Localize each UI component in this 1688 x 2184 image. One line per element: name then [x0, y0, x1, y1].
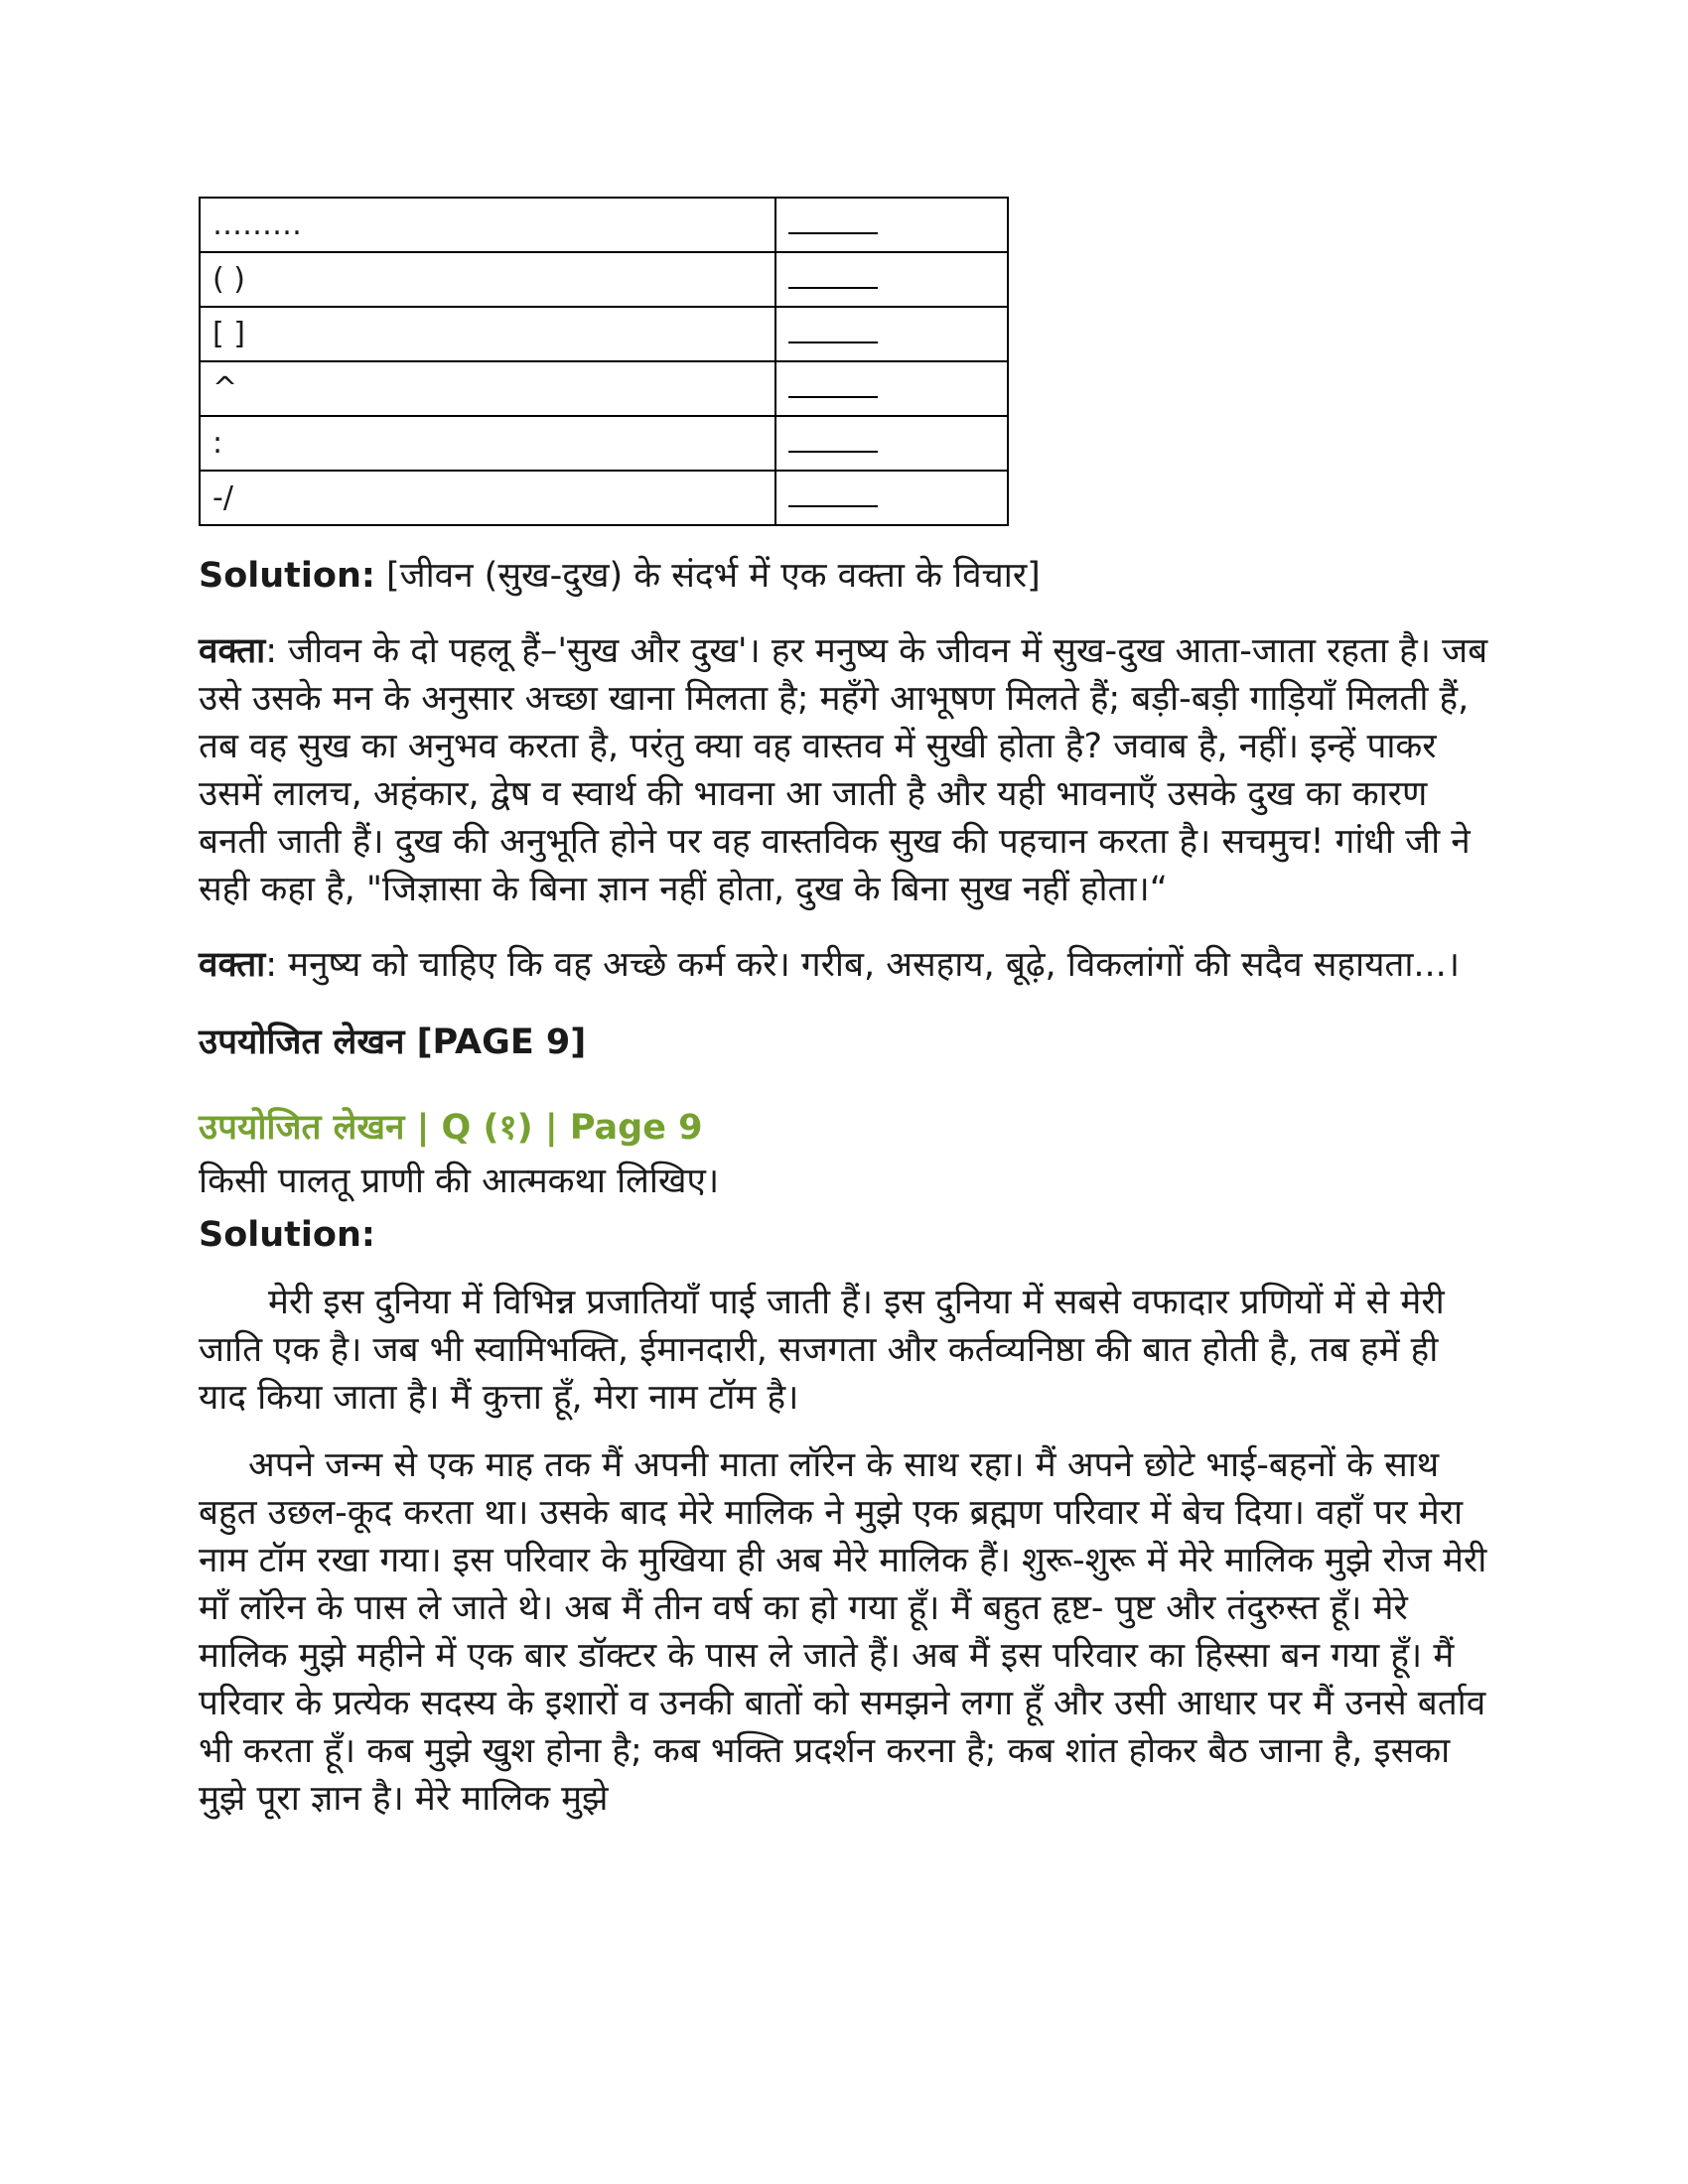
answer-blank [775, 416, 1008, 471]
speech-paragraph [199, 627, 1489, 913]
table-row [200, 252, 1008, 307]
blank-line [788, 210, 878, 234]
solution-label: Solution: [199, 556, 375, 596]
punctuation-symbol: ( ) [200, 252, 775, 307]
answer-blank [775, 471, 1008, 525]
answer-blank [775, 361, 1008, 416]
punctuation-symbol: -/ [200, 471, 775, 525]
main-content [199, 552, 1489, 1823]
punctuation-symbol: ……… [200, 198, 775, 252]
punctuation-symbol: [ ] [200, 307, 775, 361]
table-row [200, 361, 1008, 416]
table-row [200, 416, 1008, 471]
solution-line [199, 552, 1489, 600]
speech-text: : जीवन के दो पहलू हैं–'सुख और दुख'। हर मनुष्य के जीवन में सुख-दुख आता-जाता रहता है। जब उसे उसके मन के अनुसार अच्छा खाना मिलता है; महँगे आभूषण मिलते हैं; बड़ी-बड़ी गाड़ियाँ मिलती हैं, तब वह सुख का अनुभव करता है, परंतु क्या वह वास्तव में सुखी होता है? जवाब है, नहीं। इन्हें पाकर उसमें लालच, अहंकार, द्वेष व स्वार्थ की भावना आ जाती है और यही भावनाएँ उसके दुख का कारण बनती जाती हैं। दुख की अनुभूति होने पर वह वास्तविक सुख की पहचान करता है। सचमुच! गांधी जी ने सही कहा है, "जिज्ञासा के बिना ज्ञान नहीं होता, दुख के बिना सुख नहीं होता।“ [199, 631, 1488, 909]
answer-paragraph: मेरी इस दुनिया में विभिन्न प्रजातियाँ पाई जाती हैं। इस दुनिया में सबसे वफादार प्रणियों में से मेरी जाति एक है। जब भी स्वामिभक्ति, ईमानदारी, सजगता और कर्तव्यनिष्ठा की बात होती है, तब हमें ही याद किया जाता है। मैं कुत्ता हूँ, मेरा नाम टॉम है। [199, 1283, 1445, 1418]
speech-text: : मनुष्य को चाहिए कि वह अच्छे कर्म करे। गरीब, असहाय, बूढ़े, विकलांगों की सदैव सहायता...। [265, 945, 1461, 985]
blank-line [788, 483, 878, 507]
question-text: किसी पालतू प्राणी की आत्मकथा लिखिए। [199, 1161, 720, 1201]
answer-paragraph: अपने जन्म से एक माह तक मैं अपनी माता लॉरेन के साथ रहा। मैं अपने छोटे भाई-बहनों के साथ बहुत उछल-कूद करता था। उसके बाद मेरे मालिक ने मुझे एक ब्रह्मण परिवार में बेच दिया। वहाँ पर मेरा नाम टॉम रखा गया। इस परिवार के मुखिया ही अब मेरे मालिक हैं। शुरू-शुरू में मेरे मालिक मुझे रोज मेरी माँ लॉरेन के पास ले जाते थे। अब मैं तीन वर्ष का हो गया हूँ। मैं बहुत हृष्ट- पुष्ट और तंदुरुस्त हूँ। मेरे मालिक मुझे महीने में एक बार डॉक्टर के पास ले जाते हैं। अब मैं इस परिवार का हिस्सा बन गया हूँ। मैं परिवार के प्रत्येक सदस्य के इशारों व उनकी बातों को समझने लगा हूँ और उसी आधार पर मैं उनसे बर्ताव भी करता हूँ। कब मुझे खुश होना है; कब भक्ति प्रदर्शन करना है; कब शांत होकर बैठ जाना है, इसका मुझे पूरा ज्ञान है। मेरे मालिक मुझे [199, 1445, 1487, 1819]
speaker-label: वक्ता [199, 631, 266, 671]
blank-line [788, 265, 878, 289]
blank-line [788, 429, 878, 453]
table-row [200, 307, 1008, 361]
table-row [200, 471, 1008, 525]
punctuation-symbol: ^ [200, 361, 775, 416]
section-heading: उपयोजित लेखन [PAGE 9] [199, 1023, 587, 1062]
punctuation-symbol: : [200, 416, 775, 471]
answer-blank [775, 198, 1008, 252]
blank-line [788, 374, 878, 398]
answer-blank [775, 252, 1008, 307]
punctuation-table [199, 197, 1009, 526]
blank-line [788, 320, 878, 343]
solution-label: Solution: [199, 1215, 375, 1255]
answer-blank [775, 307, 1008, 361]
speech-paragraph [199, 941, 1489, 989]
question-heading: उपयोजित लेखन | Q (१) | Page 9 [199, 1108, 703, 1148]
solution-text: [जीवन (सुख-दुख) के संदर्भ में एक वक्ता के विचार] [374, 556, 1041, 596]
table-row [200, 198, 1008, 252]
speaker-label: वक्ता [199, 945, 266, 985]
